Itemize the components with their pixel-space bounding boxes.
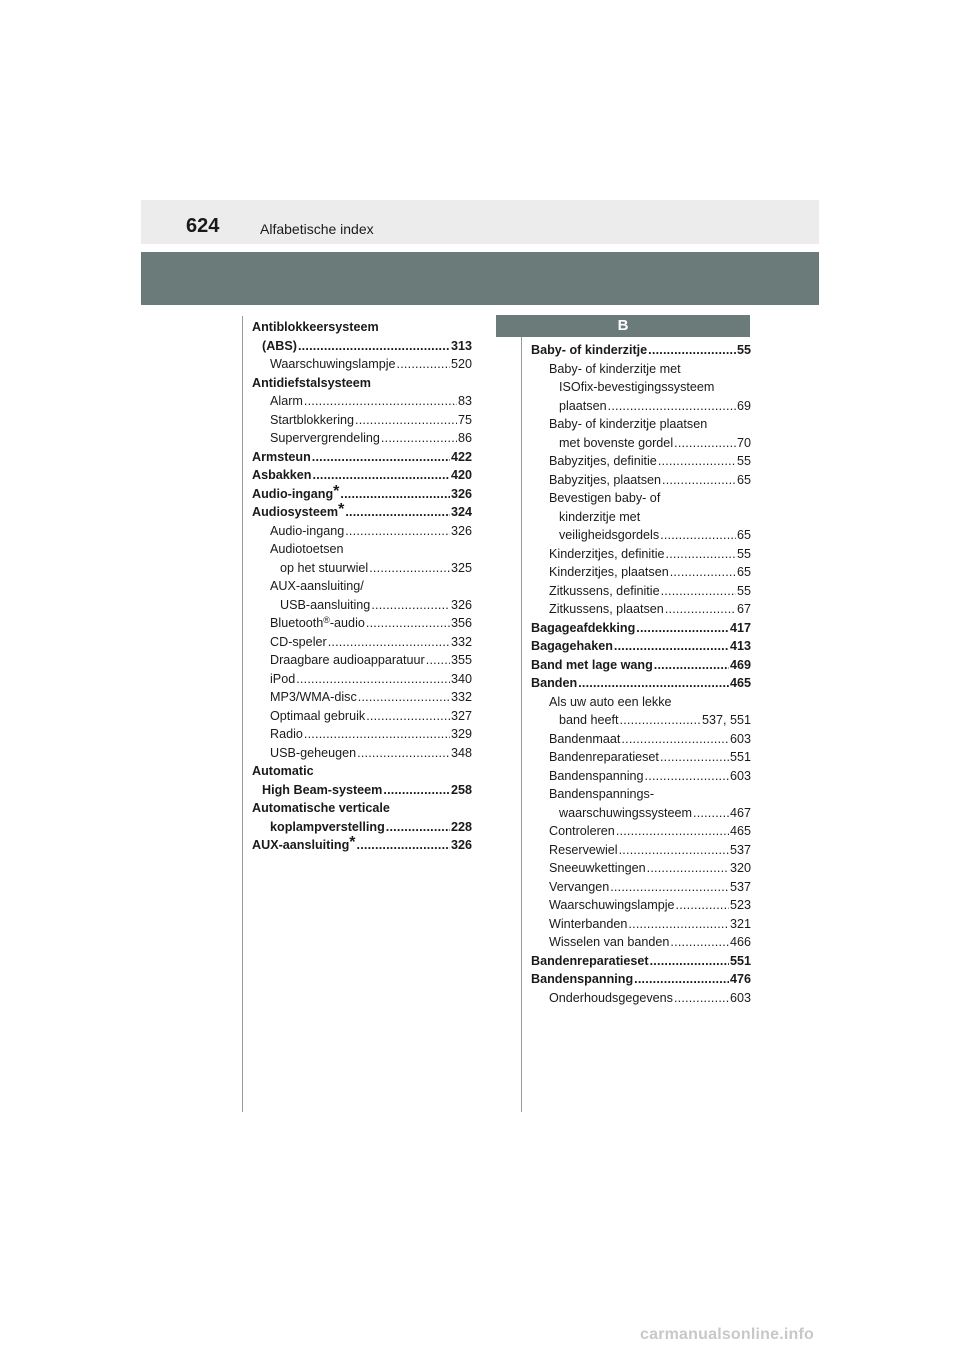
asterisk-mark: * <box>338 501 345 518</box>
index-subentry[interactable]: Supervergrendeling ..... 86 <box>252 429 472 448</box>
index-entry[interactable]: Band met lage wang ..... 469 <box>531 656 751 675</box>
index-subentry: AUX-aansluiting/ <box>270 579 364 593</box>
index-entry[interactable]: AUX-aansluiting* ..... 326 <box>252 836 472 855</box>
watermark: carmanualsonline.info <box>640 1326 815 1343</box>
index-subentry[interactable]: Zitkussens, plaatsen ..... 67 <box>531 600 751 619</box>
index-subentry[interactable]: veiligheidsgordels ..... 65 <box>531 526 751 545</box>
index-subentry[interactable]: Bandenreparatieset ..... 551 <box>531 748 751 767</box>
index-subentry[interactable]: USB-geheugen ..... 348 <box>252 744 472 763</box>
index-subentry[interactable]: Audio-ingang ..... 326 <box>252 522 472 541</box>
index-subentry[interactable]: Kinderzitjes, definitie ..... 55 <box>531 545 751 564</box>
index-subentry: Als uw auto een lekke <box>549 694 672 709</box>
index-subentry[interactable]: band heeft ..... 537, 551 <box>531 711 751 730</box>
index-subentry[interactable]: met bovenste gordel ..... 70 <box>531 434 751 453</box>
index-subentry[interactable]: Alarm ..... 83 <box>252 392 472 411</box>
index-entry[interactable]: Bagagehaken ..... 413 <box>531 637 751 656</box>
index-subentry: Audiotoetsen <box>270 542 344 556</box>
index-subentry[interactable]: Zitkussens, definitie ..... 55 <box>531 582 751 601</box>
index-entry[interactable]: Audio-ingang* ..... 326 <box>252 485 472 504</box>
index-subentry[interactable]: Kinderzitjes, plaatsen ..... 65 <box>531 563 751 582</box>
index-entry[interactable]: (ABS) ..... 313 <box>252 337 472 356</box>
index-entry[interactable]: High Beam-systeem ..... 258 <box>252 781 472 800</box>
column-rule-right <box>521 316 522 1112</box>
asterisk-mark: * <box>349 834 356 851</box>
index-subentry[interactable]: CD-speler ..... 332 <box>252 633 472 652</box>
index-entry[interactable]: koplampverstelling ..... 228 <box>252 818 472 837</box>
index-entry[interactable]: Baby- of kinderzitje ..... 55 <box>531 341 751 360</box>
index-subentry[interactable]: Vervangen ..... 537 <box>531 878 751 897</box>
index-subentry[interactable]: Bandenspanning ..... 603 <box>531 767 751 786</box>
index-entry[interactable]: Armsteun ..... 422 <box>252 448 472 467</box>
index-subentry: Baby- of kinderzitje met <box>549 361 681 376</box>
index-subentry: Bevestigen baby- of <box>549 491 661 505</box>
index-subentry[interactable]: Babyzitjes, plaatsen ..... 65 <box>531 471 751 490</box>
index-subentry[interactable]: Wisselen van banden ..... 466 <box>531 933 751 952</box>
index-entry[interactable]: Bandenreparatieset ..... 551 <box>531 952 751 971</box>
asterisk-mark: * <box>333 482 340 500</box>
index-subentry[interactable]: MP3/WMA-disc ..... 332 <box>252 688 472 707</box>
index-subentry[interactable]: plaatsen ..... 69 <box>531 397 751 416</box>
index-subentry[interactable]: Controleren ..... 465 <box>531 822 751 841</box>
index-subentry[interactable]: Optimaal gebruik ..... 327 <box>252 707 472 726</box>
index-subentry[interactable]: Sneeuwkettingen ..... 320 <box>531 859 751 878</box>
index-entry[interactable]: Asbakken ..... 420 <box>252 466 472 485</box>
index-entry[interactable]: Bandenspanning ..... 476 <box>531 970 751 989</box>
index-subentry[interactable]: Onderhoudsgegevens ..... 603 <box>531 989 751 1008</box>
letter-header: B <box>496 315 750 337</box>
index-entry[interactable]: Bagageafdekking ..... 417 <box>531 619 751 638</box>
index-subentry[interactable]: waarschuwingssysteem ..... 467 <box>531 804 751 823</box>
index-subentry[interactable]: USB-aansluiting ..... 326 <box>252 596 472 615</box>
index-entry[interactable]: Audiosysteem* ..... 324 <box>252 503 472 522</box>
index-subentry: kinderzitje met <box>559 509 641 524</box>
index-subentry: Bandenspannings- <box>549 787 655 801</box>
index-column-right <box>531 341 751 1007</box>
column-rule-left <box>242 316 243 1112</box>
index-subentry[interactable]: Babyzitjes, definitie ..... 55 <box>531 452 751 471</box>
index-subentry[interactable]: Startblokkering ..... 75 <box>252 411 472 430</box>
page-title: Alfabetische index <box>260 221 374 237</box>
page-number: 624 <box>186 215 220 237</box>
index-subentry[interactable]: Radio ..... 329 <box>252 725 472 744</box>
index-entry: Antidiefstalsysteem <box>252 375 371 390</box>
index-subentry[interactable]: Reservewiel ..... 537 <box>531 841 751 860</box>
index-subentry[interactable]: iPod ..... 340 <box>252 670 472 689</box>
registered-mark: ® <box>323 615 330 625</box>
index-subentry[interactable]: Bluetooth®-audio ..... 356 <box>252 614 472 633</box>
index-entry: Antiblokkeersysteem <box>252 320 379 334</box>
index-entry[interactable]: Banden ..... 465 <box>531 674 751 693</box>
index-subentry[interactable]: Waarschuwingslampje ..... 520 <box>252 355 472 374</box>
index-subentry[interactable]: Draagbare audioapparatuur ..... 355 <box>252 651 472 670</box>
section-band <box>141 252 819 305</box>
index-subentry: Baby- of kinderzitje plaatsen <box>549 417 708 431</box>
index-entry: Automatic <box>252 764 314 778</box>
header-band <box>141 200 819 244</box>
index-subentry[interactable]: Winterbanden ..... 321 <box>531 915 751 934</box>
index-entry: Automatische verticale <box>252 801 390 815</box>
index-subentry[interactable]: Waarschuwingslampje ..... 523 <box>531 896 751 915</box>
index-subentry[interactable]: op het stuurwiel ..... 325 <box>252 559 472 578</box>
index-column-left <box>252 318 472 855</box>
index-subentry[interactable]: Bandenmaat ..... 603 <box>531 730 751 749</box>
index-subentry: ISOfix-bevestigingssysteem <box>559 380 715 394</box>
